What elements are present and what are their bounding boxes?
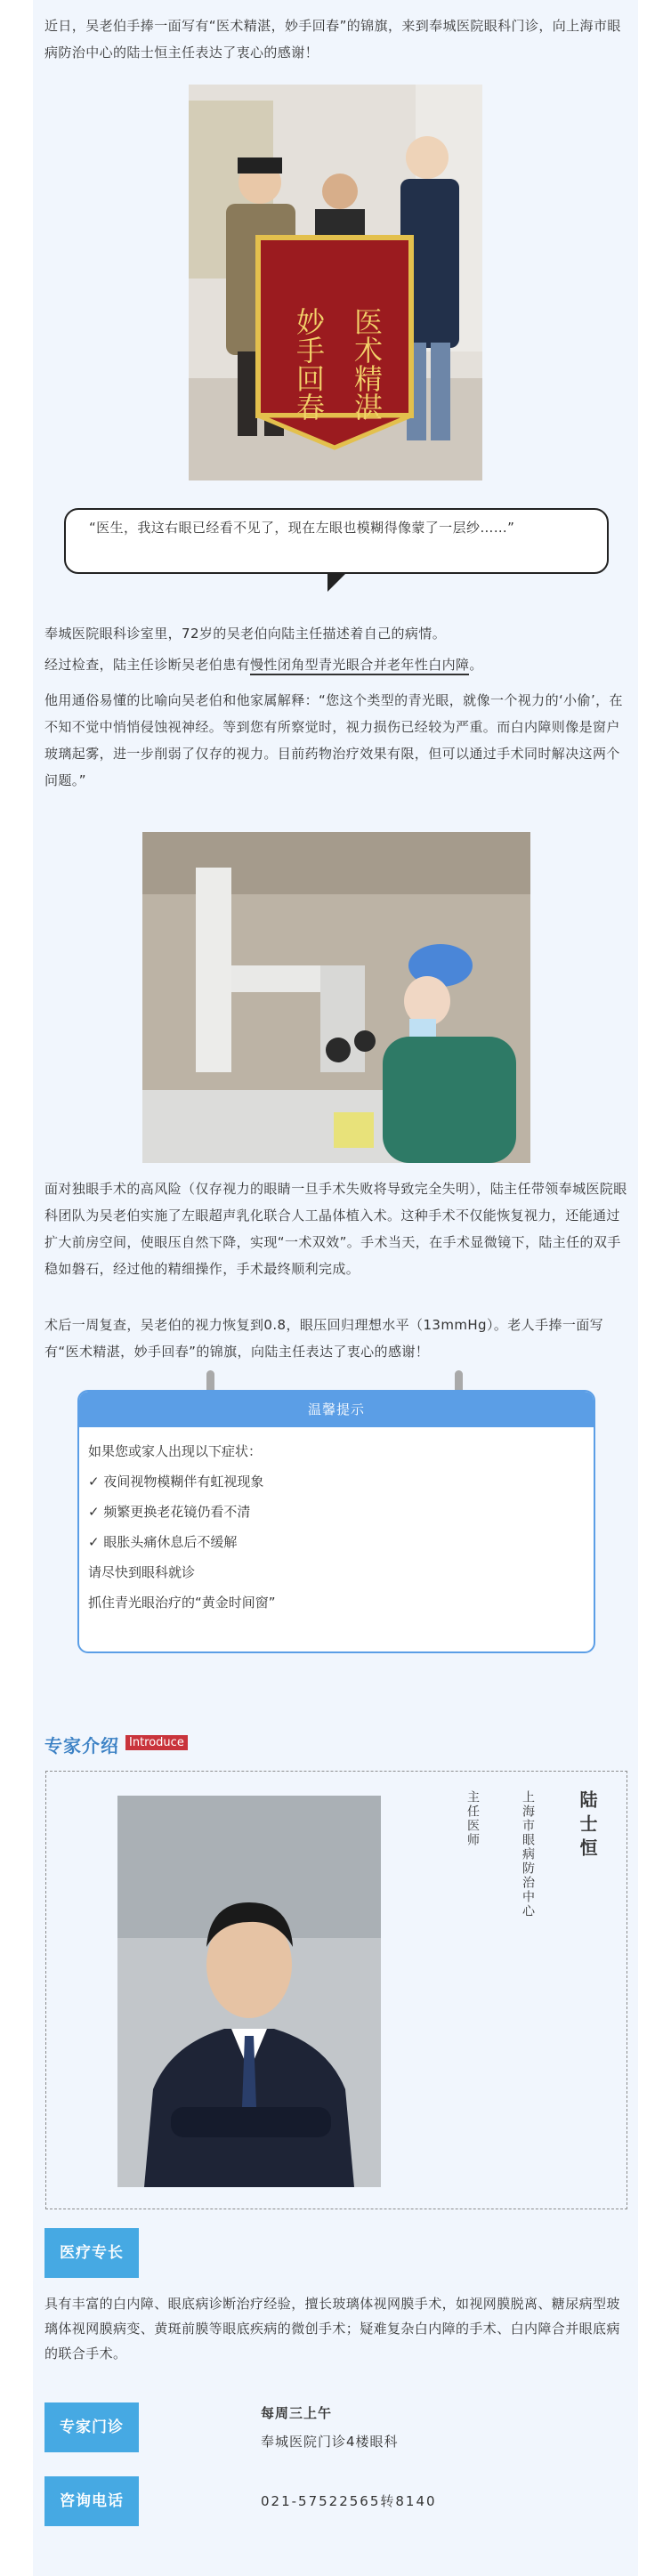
portrait-illustration: [117, 1796, 381, 2187]
tips-item: ✓ 频繁更换老花镜仍看不清: [88, 1504, 251, 1520]
expert-portrait: [117, 1796, 381, 2187]
intro-paragraph: 近日，吴老伯手捧一面写有“医术精湛，妙手回春”的锦旗，来到奉城医院眼科门诊，向上海市眼病防治中心的陆士恒主任表达了衷心的感谢！: [44, 18, 621, 61]
expert-section-badge: Introduce: [125, 1735, 188, 1750]
expert-name: 陆士恒: [577, 1790, 598, 1862]
tips-body: [79, 1427, 594, 1618]
tips-item: ✓ 眼胀头痛休息后不缓解: [88, 1534, 238, 1550]
surgery-illustration: [142, 832, 530, 1163]
phone-number[interactable]: 021-57522565转8140: [261, 2493, 437, 2509]
diagnosis-end: 。: [469, 657, 483, 673]
photo-illustration: [189, 85, 482, 480]
tips-header: 温馨提示: [79, 1392, 594, 1427]
banner-presentation-photo: [189, 85, 482, 480]
specialty-label: 医疗专长: [44, 2228, 139, 2278]
paragraph-diagnosis: [44, 651, 627, 678]
diagnosis-lead: 经过检查，陆主任诊断吴老伯患有: [44, 657, 251, 673]
paragraph-explanation: 他用通俗易懂的比喻向吴老伯和他家属解释：“您这个类型的青光眼，就像一个视力的‘小偷’，在不知不觉中悄悄侵蚀视神经。等到您有所察觉时，视力损伤已经较为严重。而白内障则像是窗户玻璃起雾，进一步削弱了仅存的视力。目前药物治疗效果有限，但可以通过手术同时解决这两个问题。”: [44, 692, 623, 788]
banner-left-text: 妙手回春: [293, 307, 325, 421]
expert-title: 主任医师: [465, 1790, 480, 1847]
expert-section-title: 专家介绍: [44, 1735, 119, 1756]
paragraph-surgery: 面对独眼手术的高风险（仅存视力的眼睛一旦手术失败将导致完全失明），陆主任带领奉城医院眼科团队为吴老伯实施了左眼超声乳化联合人工晶体植入术。这种手术不仅能恢复视力，还能通过扩大前房空间，使眼压自然下降，实现“一术双效”。手术当天，在手术显微镜下，陆主任的双手稳如磐石，经过他的精细操作，手术最终顺利完成。: [44, 1181, 627, 1277]
specialty-text: 具有丰富的白内障、眼底病诊断治疗经验，擅长玻璃体视网膜手术，如视网膜脱离、糖尿病型玻璃体视网膜病变、黄斑前膜等眼底疾病的微创手术；疑难复杂白内障的手术、白内障合并眼底病的联合手术。: [44, 2296, 620, 2362]
tips-outro: 抓住青光眼治疗的“黄金时间窗”: [88, 1595, 276, 1611]
surgery-photo: [142, 832, 530, 1163]
banner-right-text: 医术精湛: [351, 307, 383, 421]
diagnosis-highlight: 慢性闭角型青光眼合并老年性白内障: [250, 657, 469, 675]
tips-outro: 请尽快到眼科就诊: [88, 1564, 196, 1580]
clinic-place: 奉城医院门诊4楼眼科: [261, 2434, 399, 2450]
phone-label: 咨询电话: [44, 2476, 139, 2526]
paragraph-consultation: 奉城医院眼科诊室里，72岁的吴老伯向陆主任描述着自己的病情。: [44, 626, 447, 642]
quote-bubble-tail: [327, 572, 347, 592]
clinic-time: 每周三上午: [261, 2405, 333, 2421]
quote-text: “医生，我这右眼已经看不见了，现在左眼也模糊得像蒙了一层纱……”: [89, 520, 515, 536]
tips-intro: 如果您或家人出现以下症状：: [88, 1443, 263, 1459]
expert-organization: 上海市眼病防治中心: [521, 1790, 535, 1918]
clinic-label: 专家门诊: [44, 2402, 139, 2452]
tips-box: [77, 1390, 595, 1653]
tips-item: ✓ 夜间视物模糊伴有虹视现象: [88, 1474, 264, 1490]
paragraph-result: 术后一周复查，吴老伯的视力恢复到0.8，眼压回归理想水平（13mmHg）。老人手捧一面写有“医术精湛，妙手回春”的锦旗，向陆主任表达了衷心的感谢！: [44, 1317, 604, 1360]
